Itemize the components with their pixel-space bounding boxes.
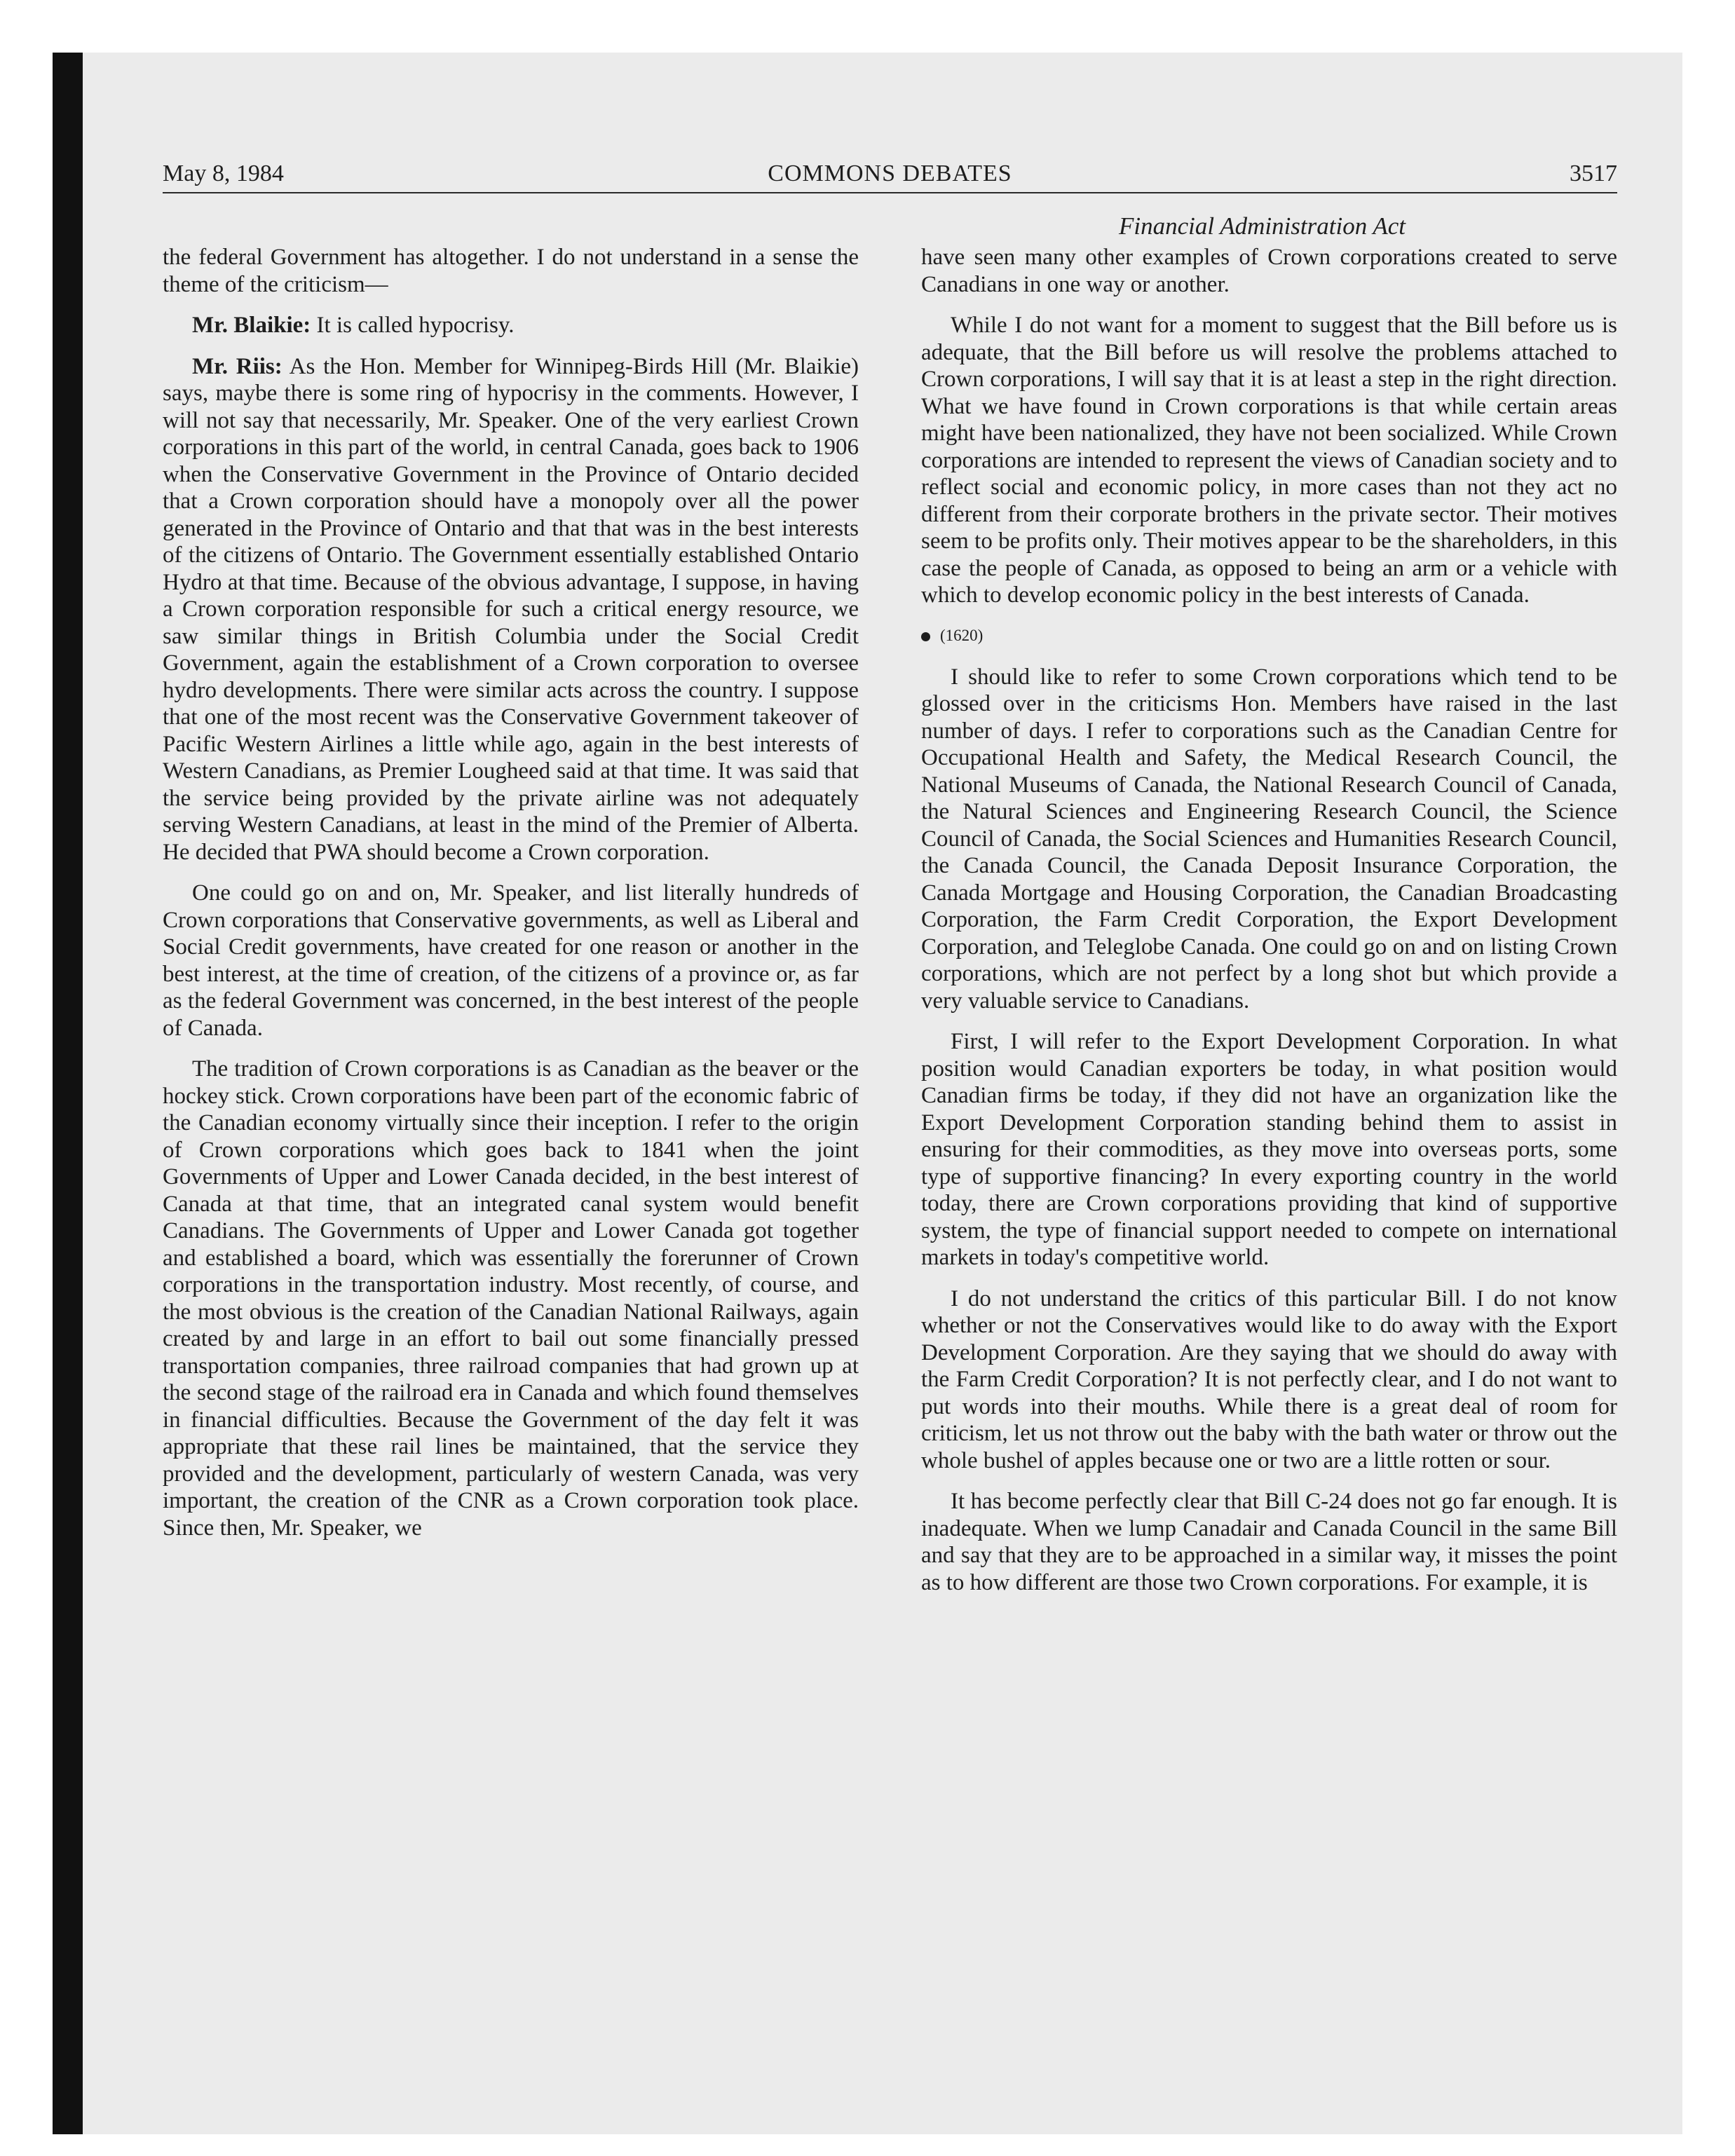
left-column <box>163 244 859 1555</box>
paragraph: First, I will refer to the Export Development Corporation. In what position would Canadian exporters be today, in what position would Canadian firms be today, if they did not have an organization like the Export Development Corporation standing behind them to assist in ensuring for their commodities, as they move into overseas ports, some type of supportive financing? In every exporting country in the world today, there are Crown corporations providing that kind of supportive system, the type of financial support needed to compete on international markets in today's competitive world. <box>921 1029 1617 1270</box>
time-marker <box>921 623 1617 648</box>
document-page <box>163 0 1617 2156</box>
scan-edge-shadow <box>53 53 83 2134</box>
paragraph: The tradition of Crown corporations is as Canadian as the beaver or the hockey stick. Crown corporations have been part of the economic fabric of the Canadian economy virtually since their inception. I refer to the origin of Crown corporations which goes back to 1841 when the joint Governments of Upper and Lower Canada decided, in the best interest of Canada at that time, that an integrated canal system would benefit Canadians. The Governments of Upper and Lower Canada got together and established a board, which was essentially the forerunner of Crown corporations in the transportation industry. Most recently, of course, and the most obvious is the creation of the Canadian National Railways, again created by and large in an effort to bail out some financially pressed transportation companies, three railroad companies that had grown up at the second stage of the railroad era in Canada and which found themselves in financial difficulties. Because the Government of the day felt it was appropriate that these rail lines be maintained, that the service they provided and the development, particularly of western Canada, was very important, the creation of the CNR as a Crown corporation took place. Since then, Mr. Speaker, we <box>163 1056 859 1541</box>
paragraph: the federal Government has altogether. I do not understand in a sense the theme of the criticism— <box>163 245 859 297</box>
running-header <box>163 156 1617 192</box>
paragraph: It has become perfectly clear that Bill C-24 does not go far enough. It is inadequate. When we lump Canadair and Canada Council in the same Bill and say that they are to be approached in a similar way, it misses the point as to how different are those two Crown corporations. For example, it is <box>921 1489 1617 1595</box>
bullet-icon <box>921 632 930 641</box>
paragraph: I should like to refer to some Crown corporations which tend to be glossed over in the criticisms Hon. Members have raised in the last number of days. I refer to corporations such as the Canadian Centre for Occupational Health and Safety, the Medical Research Council, the National Museums of Canada, the National Research Council of Canada, the Natural Sciences and Engineering Research Council, the Science Council of Canada, the Social Sciences and Humanities Research Council, the Canada Council, the Canada Deposit Insurance Corporation, the Canada Mortgage and Housing Corporation, the Canadian Broadcasting Corporation, the Farm Credit Corporation, the Export Development Corporation, and Teleglobe Canada. One could go on and on listing Crown corporations, which are not perfect by a long shot but which provide a very valuable service to Canadians. <box>921 664 1617 1014</box>
speech-text: It is called hypocrisy. <box>311 313 515 338</box>
time-marker-label: (1620) <box>940 626 984 644</box>
paragraph: While I do not want for a moment to suggest that the Bill before us is adequate, that the Bill before us will resolve the problems attached to Crown corporations, I will say that it is at least a step in the right direction. What we have found in Crown corporations is that while certain areas might have been nationalized, they have not been socialized. While Crown corporations are intended to represent the views of Canadian society and to reflect social and economic policy, in more cases than not they act no different from their corporate brothers in the private sector. Their motives seem to be profits only. Their motives appear to be the shareholders, in this case the people of Canada, as opposed to being an arm or a vehicle with which to develop economic policy in the best interests of Canada. <box>921 313 1617 608</box>
speaker-name: Mr. Riis: <box>192 353 283 379</box>
paragraph: One could go on and on, Mr. Speaker, and list literally hundreds of Crown corporations that Conservative governments, as well as Liberal and Social Credit governments, have created for one reason or another in the best interest, at the time of creation, of the citizens of a province or, as far as the federal Government was concerned, in the best interest of the people of Canada. <box>163 880 859 1041</box>
right-column <box>921 244 1617 1610</box>
speech-blaikie <box>163 312 859 339</box>
speaker-name: Mr. Blaikie: <box>192 313 311 338</box>
speech-riis <box>163 353 859 866</box>
speech-text: As the Hon. Member for Winnipeg-Birds Hill (Mr. Blaikie) says, maybe there is some ring of hypocrisy in the comments. However, I will not say that necessarily, Mr. Speaker. One of the very earliest Crown corporations in this part of the world, in central Canada, goes back to 1906 when the Conservative Government in the Province of Ontario decided that a Crown corporation should have a monopoly over all the power generated in the Province of Ontario and that that was in the best interests of the citizens of Ontario. The Government essentially established Ontario Hydro at that time. Because of the obvious advantage, I suppose, in having a Crown corporation responsible for such a critical energy resource, we saw similar things in British Columbia under the Social Credit Government, again the establishment of a Crown corporation to oversee hydro developments. There were similar acts across the country. I suppose that one of the most recent was the Conservative Government takeover of Pacific Western Airlines a little while ago, again in the best interests of Western Canadians, as Premier Lougheed said at that time. It was said that the service being provided by the private airline was not adequately serving Western Canadians, at least in the mind of the Premier of Alberta. He decided that PWA should become a Crown corporation. <box>163 353 859 865</box>
header-page-number: 3517 <box>1570 161 1617 186</box>
paragraph: I do not understand the critics of this particular Bill. I do not know whether or not the Conservatives would like to do away with the Export Development Corporation. Are they saying that we should do away with the Farm Credit Corporation? It is not perfectly clear, and I do not want to put words into their mouths. While there is a great deal of room for criticism, let us not throw out the baby with the bath water or throw out the whole bushel of apples because one or two are a little rotten or sour. <box>921 1285 1617 1473</box>
header-date: May 8, 1984 <box>163 161 284 186</box>
header-rule <box>163 192 1617 193</box>
subject-heading: Financial Administration Act <box>1119 212 1406 240</box>
paragraph: have seen many other examples of Crown corporations created to serve Canadians in one way or another. <box>921 245 1617 297</box>
header-publication: COMMONS DEBATES <box>768 161 1012 186</box>
